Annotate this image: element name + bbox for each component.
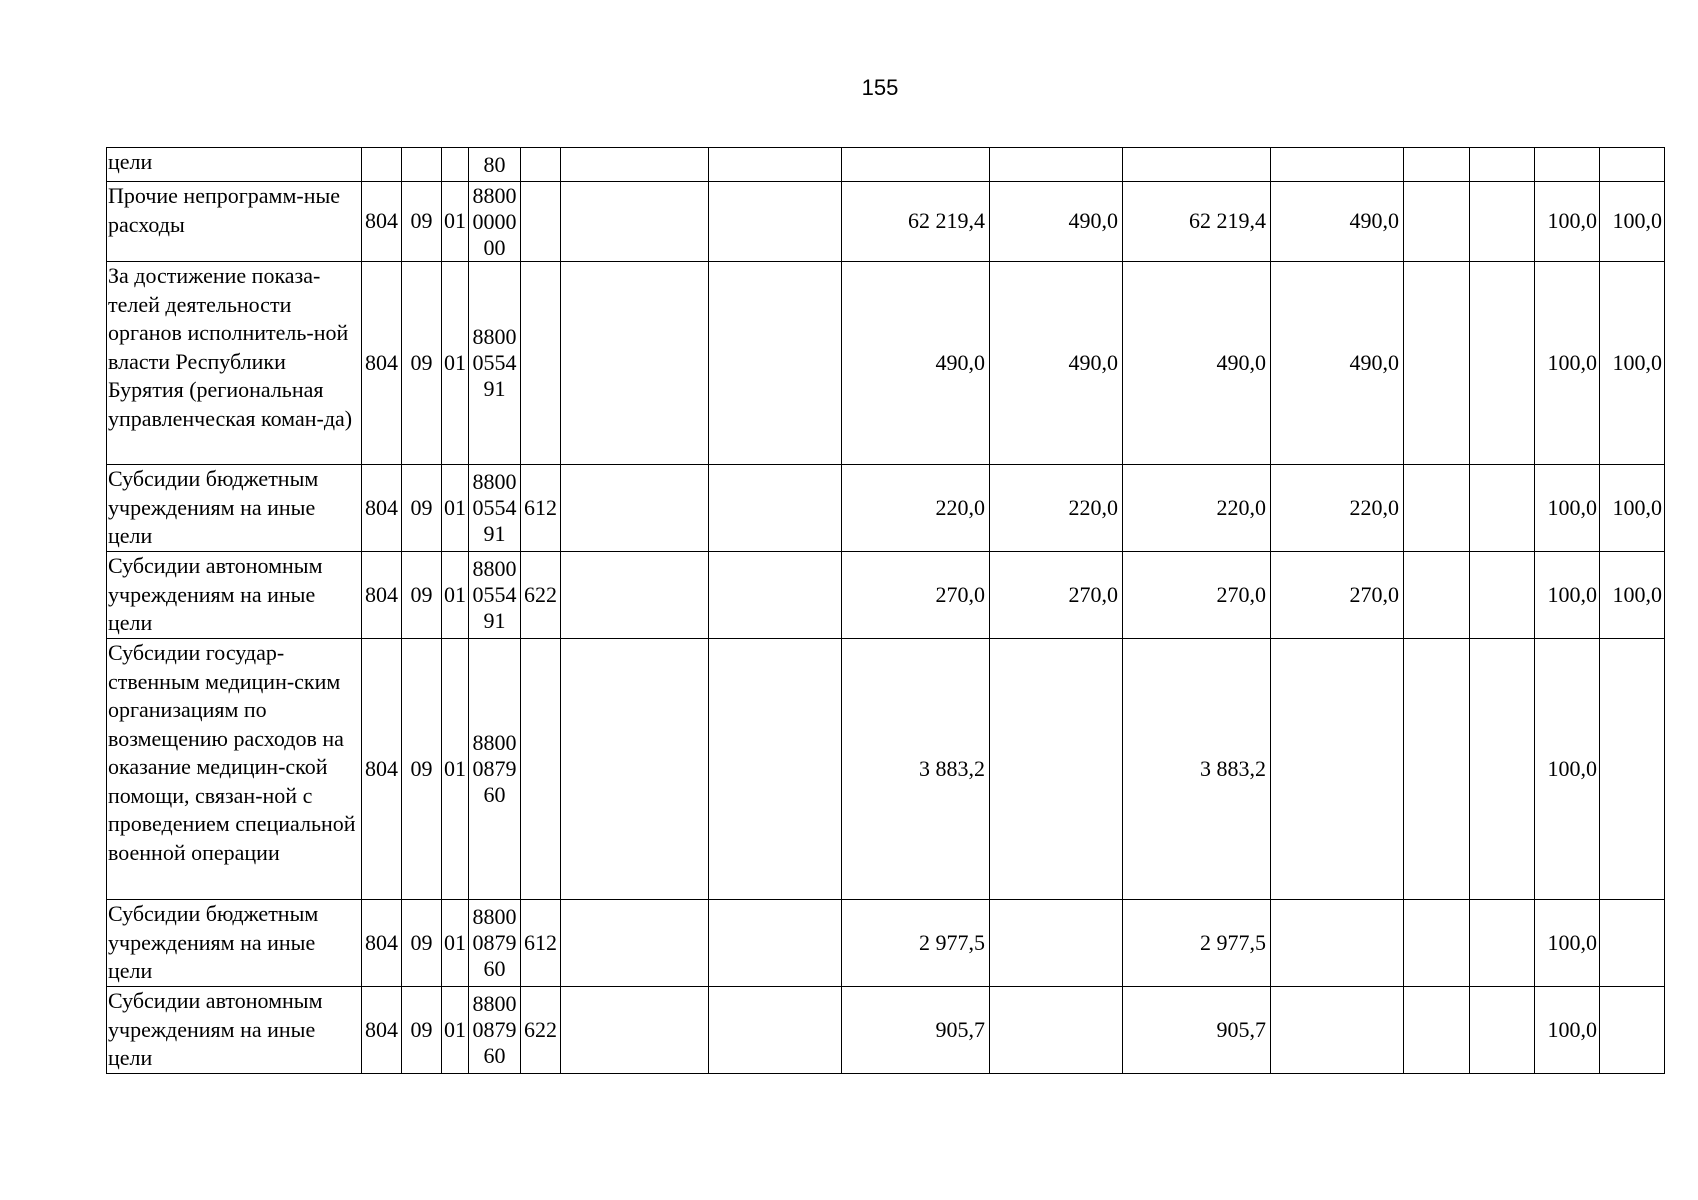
subsection-code: 01	[442, 182, 469, 262]
amount-col-4: 490,0	[1271, 262, 1404, 465]
amount-col-3	[1123, 148, 1271, 182]
table-body	[107, 148, 1665, 1074]
amount-col-4: 220,0	[1271, 465, 1404, 552]
amount-col-3: 220,0	[1123, 465, 1271, 552]
code-part: 91	[483, 521, 506, 546]
approved-total	[561, 552, 709, 639]
target-article-code	[469, 262, 521, 465]
code-part: 8800	[472, 730, 517, 755]
row-name: Субсидии автономным учреждениям на иные цели	[107, 552, 362, 639]
table-row	[107, 262, 1665, 465]
percent-col-1: 100,0	[1535, 900, 1600, 987]
percent-col-1: 100,0	[1535, 465, 1600, 552]
amount-col-2	[990, 987, 1123, 1074]
extra-col-2	[1470, 552, 1535, 639]
table-row	[107, 182, 1665, 262]
ved-code: 804	[362, 639, 402, 900]
amount-col-1: 490,0	[842, 262, 990, 465]
amount-col-1	[842, 148, 990, 182]
subsection-code: 01	[442, 262, 469, 465]
amount-col-4	[1271, 639, 1404, 900]
percent-col-2	[1600, 639, 1665, 900]
approved-federal	[709, 552, 842, 639]
percent-col-1	[1535, 148, 1600, 182]
amount-col-3: 270,0	[1123, 552, 1271, 639]
extra-col-2	[1470, 148, 1535, 182]
extra-col-1	[1404, 148, 1470, 182]
expense-type-code	[521, 182, 561, 262]
amount-col-1: 2 977,5	[842, 900, 990, 987]
table-row	[107, 639, 1665, 900]
extra-col-2	[1470, 182, 1535, 262]
row-name: Субсидии государ-ственным медицин-ским организациям по возмещению расходов на оказание медицин-ской помощи, связан-ной с проведением специальной военной операции	[107, 639, 362, 900]
target-article-code	[469, 148, 521, 182]
amount-col-2: 270,0	[990, 552, 1123, 639]
row-name: Субсидии бюджетным учреждениям на иные цели	[107, 465, 362, 552]
subsection-code: 01	[442, 639, 469, 900]
target-article-code	[469, 900, 521, 987]
extra-col-1	[1404, 552, 1470, 639]
ved-code: 804	[362, 465, 402, 552]
extra-col-2	[1470, 262, 1535, 465]
approved-total	[561, 262, 709, 465]
expense-type-code: 612	[521, 900, 561, 987]
amount-col-2	[990, 148, 1123, 182]
expense-type-code: 612	[521, 465, 561, 552]
amount-col-2	[990, 900, 1123, 987]
approved-total	[561, 900, 709, 987]
extra-col-1	[1404, 900, 1470, 987]
code-part: 0554	[472, 350, 517, 375]
approved-federal	[709, 148, 842, 182]
section-code: 09	[402, 987, 442, 1074]
approved-federal	[709, 465, 842, 552]
ved-code: 804	[362, 987, 402, 1074]
ved-code: 804	[362, 552, 402, 639]
code-part: 0879	[472, 756, 517, 781]
section-code	[402, 148, 442, 182]
code-part: 91	[483, 608, 506, 633]
percent-col-1: 100,0	[1535, 552, 1600, 639]
table-row	[107, 987, 1665, 1074]
approved-total	[561, 465, 709, 552]
section-code: 09	[402, 465, 442, 552]
ved-code: 804	[362, 900, 402, 987]
amount-col-4: 270,0	[1271, 552, 1404, 639]
amount-col-2	[990, 639, 1123, 900]
percent-col-2: 100,0	[1600, 182, 1665, 262]
budget-table	[106, 147, 1665, 1074]
percent-col-2	[1600, 900, 1665, 987]
ved-code: 804	[362, 262, 402, 465]
amount-col-1: 3 883,2	[842, 639, 990, 900]
amount-col-1: 62 219,4	[842, 182, 990, 262]
section-code: 09	[402, 639, 442, 900]
code-part: 60	[483, 1043, 506, 1068]
amount-col-2: 220,0	[990, 465, 1123, 552]
approved-total	[561, 987, 709, 1074]
expense-type-code: 622	[521, 552, 561, 639]
target-article-code	[469, 639, 521, 900]
page-number: 155	[861, 75, 899, 100]
percent-col-2: 100,0	[1600, 552, 1665, 639]
target-article-code	[469, 987, 521, 1074]
approved-federal	[709, 900, 842, 987]
amount-col-1: 905,7	[842, 987, 990, 1074]
section-code: 09	[402, 900, 442, 987]
section-code: 09	[402, 552, 442, 639]
subsection-code: 01	[442, 987, 469, 1074]
code-part: 00	[483, 234, 506, 260]
approved-federal	[709, 262, 842, 465]
code-part: 8800	[472, 182, 517, 208]
row-name: Прочие непрограмм-ные расходы	[107, 182, 362, 262]
extra-col-1	[1404, 182, 1470, 262]
target-article-code	[469, 552, 521, 639]
percent-col-2: 100,0	[1600, 262, 1665, 465]
approved-total	[561, 148, 709, 182]
approved-federal	[709, 182, 842, 262]
amount-col-4	[1271, 987, 1404, 1074]
approved-total	[561, 639, 709, 900]
amount-col-3: 2 977,5	[1123, 900, 1271, 987]
approved-federal	[709, 639, 842, 900]
amount-col-3: 490,0	[1123, 262, 1271, 465]
row-name: Субсидии автономным учреждениям на иные цели	[107, 987, 362, 1074]
code-part: 8800	[472, 556, 517, 581]
amount-col-3: 905,7	[1123, 987, 1271, 1074]
percent-col-2	[1600, 987, 1665, 1074]
expense-type-code	[521, 262, 561, 465]
percent-col-2: 100,0	[1600, 465, 1665, 552]
percent-col-2	[1600, 148, 1665, 182]
extra-col-2	[1470, 987, 1535, 1074]
percent-col-1: 100,0	[1535, 987, 1600, 1074]
extra-col-1	[1404, 639, 1470, 900]
code-part: 0879	[472, 1017, 517, 1042]
code-part: 8800	[472, 469, 517, 494]
ved-code	[362, 148, 402, 182]
subsection-code	[442, 148, 469, 182]
target-article-code	[469, 182, 521, 262]
extra-col-1	[1404, 262, 1470, 465]
expense-type-code	[521, 148, 561, 182]
amount-col-4	[1271, 148, 1404, 182]
code-part: 0000	[472, 208, 517, 234]
code-part: 0554	[472, 582, 517, 607]
subsection-code: 01	[442, 900, 469, 987]
approved-total	[561, 182, 709, 262]
row-name: За достижение показа-телей деятельности органов исполнитель-ной власти Республики Бурятия (региональная управленческая коман-да)	[107, 262, 362, 465]
percent-col-1: 100,0	[1535, 182, 1600, 262]
table-row	[107, 900, 1665, 987]
code-part: 8800	[472, 324, 517, 349]
expense-type-code	[521, 639, 561, 900]
amount-col-3: 3 883,2	[1123, 639, 1271, 900]
code-part: 0554	[472, 495, 517, 520]
extra-col-1	[1404, 465, 1470, 552]
amount-col-3: 62 219,4	[1123, 182, 1271, 262]
percent-col-1: 100,0	[1535, 262, 1600, 465]
extra-col-1	[1404, 987, 1470, 1074]
code-part: 60	[483, 782, 506, 807]
table-row	[107, 552, 1665, 639]
subsection-code: 01	[442, 465, 469, 552]
subsection-code: 01	[442, 552, 469, 639]
row-name: Субсидии бюджетным учреждениям на иные цели	[107, 900, 362, 987]
percent-col-1: 100,0	[1535, 639, 1600, 900]
expense-type-code: 622	[521, 987, 561, 1074]
code-part: 8800	[472, 991, 517, 1016]
ved-code: 804	[362, 182, 402, 262]
table-row	[107, 148, 1665, 182]
section-code: 09	[402, 262, 442, 465]
amount-col-2: 490,0	[990, 182, 1123, 262]
code-part: 80	[483, 151, 506, 177]
target-article-code	[469, 465, 521, 552]
extra-col-2	[1470, 900, 1535, 987]
code-part: 91	[483, 376, 506, 401]
extra-col-2	[1470, 465, 1535, 552]
row-name: цели	[107, 148, 362, 182]
amount-col-4: 490,0	[1271, 182, 1404, 262]
code-part: 0879	[472, 930, 517, 955]
amount-col-1: 270,0	[842, 552, 990, 639]
amount-col-2: 490,0	[990, 262, 1123, 465]
amount-col-4	[1271, 900, 1404, 987]
approved-federal	[709, 987, 842, 1074]
amount-col-1: 220,0	[842, 465, 990, 552]
table-row	[107, 465, 1665, 552]
extra-col-2	[1470, 639, 1535, 900]
code-part: 8800	[472, 904, 517, 929]
section-code: 09	[402, 182, 442, 262]
code-part: 60	[483, 956, 506, 981]
